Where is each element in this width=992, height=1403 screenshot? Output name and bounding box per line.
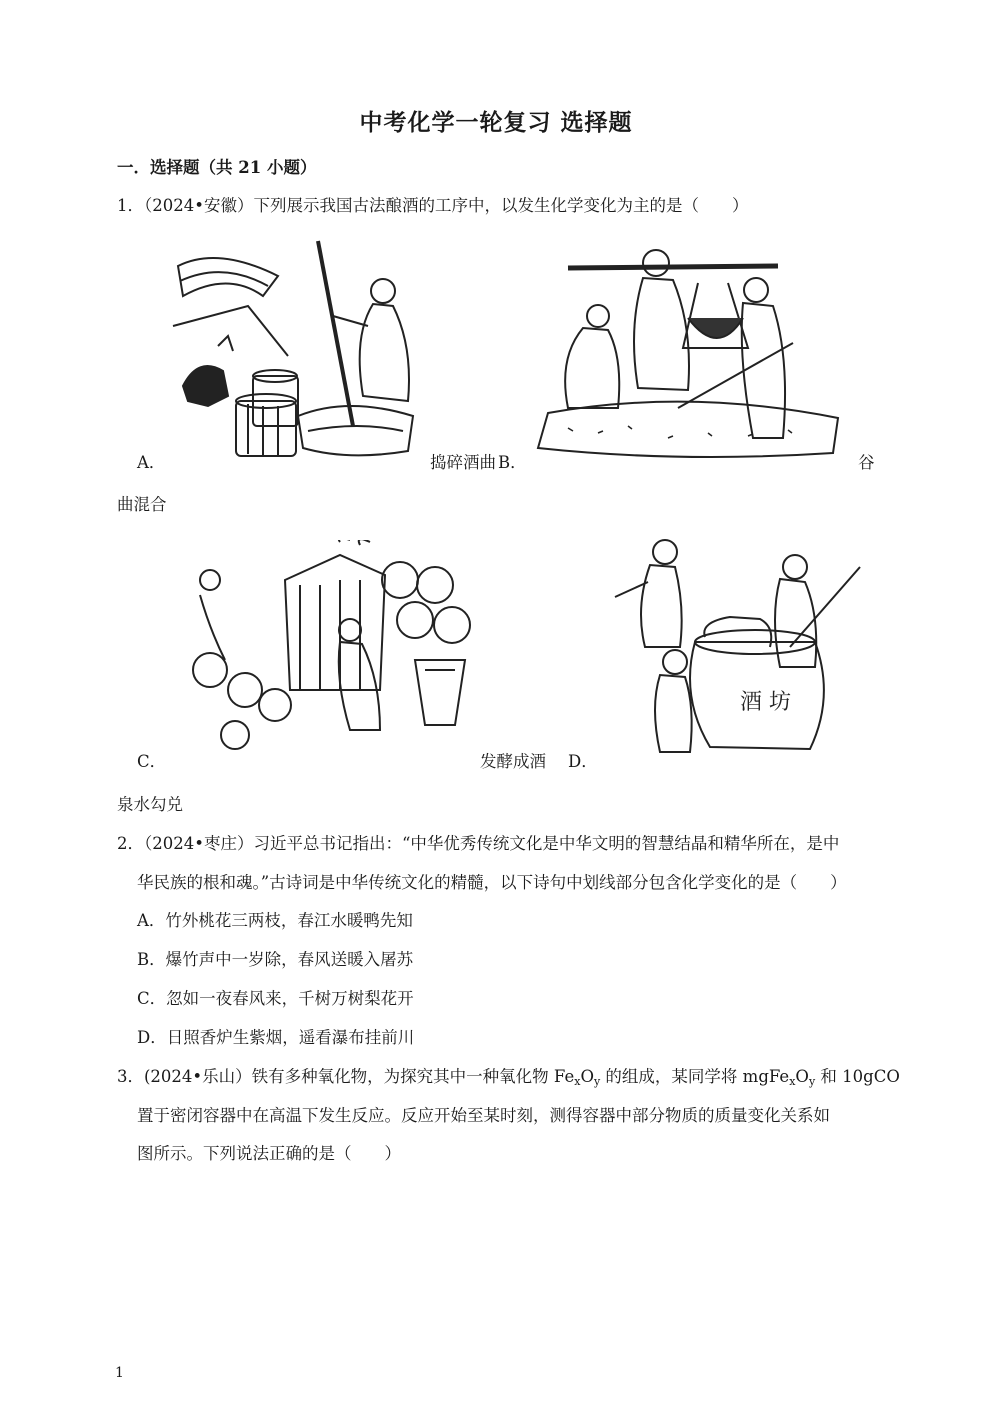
q1-figure-b xyxy=(528,238,858,458)
q1-option-a-caption: 捣碎酒曲 xyxy=(430,453,496,472)
q3-formula2-y: y xyxy=(808,1075,816,1088)
page-title: 中考化学一轮复习 选择题 xyxy=(359,109,633,136)
q1-option-c-caption: 发酵成酒 xyxy=(480,752,546,771)
q2-option-a: A．竹外桃花三两枝，春江水暖鸭先知 xyxy=(137,911,413,930)
q2-stem-line-2: 华民族的根和魂。”古诗词是中华传统文化的精髓，以下诗句中划线部分包含化学变化的是（ ） xyxy=(137,873,847,892)
q1-option-c-letter: C． xyxy=(137,752,167,771)
q3-formula-fe: Fe xyxy=(553,1067,575,1086)
q2-option-b: B．爆竹声中一岁除，春风送暖入屠苏 xyxy=(137,950,414,969)
q3-formula2-o: O xyxy=(795,1067,809,1086)
q3-prefix: 3．(2024•乐山）铁有多种氧化物，为探究其中一种氧化物 xyxy=(117,1067,554,1086)
q1-option-b-caption-2: 曲混合 xyxy=(117,495,167,514)
q3-mid: 的组成，某同学将 mg xyxy=(600,1067,769,1086)
q1-option-d-caption: 泉水勾兑 xyxy=(117,795,183,814)
q1-option-a-letter: A． xyxy=(137,453,166,472)
q3-formula2-x: x xyxy=(789,1075,796,1088)
q2-stem-line-1: 2．（2024•枣庄）习近平总书记指出：“中华优秀传统文化是中华文明的智慧结晶和精华所在，是中 xyxy=(117,834,840,853)
q1-figure-a xyxy=(168,236,430,458)
q1-option-b-letter: B． xyxy=(498,453,527,472)
q1-stem: 1．（2024•安徽）下列展示我国古法酿酒的工序中，以发生化学变化为主的是（ ） xyxy=(117,196,749,215)
q2-option-d: D．日照香炉生紫烟，遥看瀑布挂前川 xyxy=(137,1028,415,1047)
q3-stem-line-3: 图所示。下列说法正确的是（ ） xyxy=(137,1144,401,1163)
q1-figure-c xyxy=(190,540,480,750)
q1-option-b-caption-1: 谷 xyxy=(858,453,875,472)
q2-option-c: C．忽如一夜春风来，千树万树梨花开 xyxy=(137,989,414,1008)
q3-tail: 和 10gCO xyxy=(815,1067,900,1086)
q3-formula2-fe: Fe xyxy=(768,1067,790,1086)
section-heading: 一．选择题（共 21 小题） xyxy=(117,158,317,177)
q3-stem-line-2: 置于密闭容器中在高温下发生反应。反应开始至某时刻，测得容器中部分物质的质量变化关系如 xyxy=(137,1106,830,1125)
page-number: 1 xyxy=(115,1365,124,1381)
q1-figure-d xyxy=(600,537,870,762)
q3-formula-x: x xyxy=(574,1075,581,1088)
q1-option-d-letter: D． xyxy=(568,752,598,771)
jar-glyphs: 酒 坊 xyxy=(740,690,791,715)
q3-formula-o: O xyxy=(580,1067,594,1086)
q3-formula-y: y xyxy=(593,1075,601,1088)
q3-stem-line-1 xyxy=(117,1066,900,1093)
